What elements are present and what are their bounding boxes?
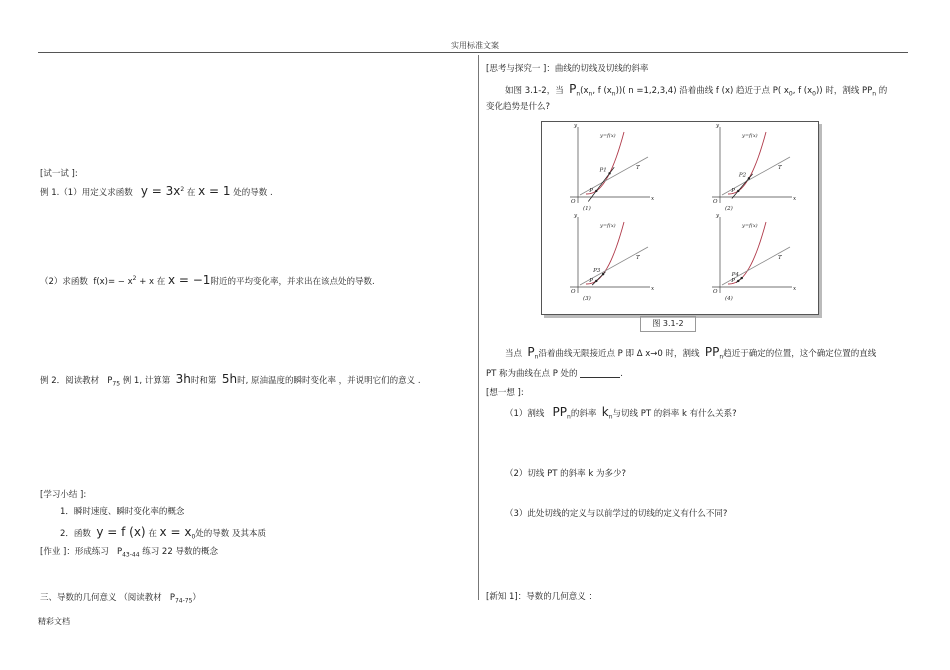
homework-suffix: 练习 22 导数的概念 bbox=[142, 547, 218, 557]
think2-heading: [想一想 ]: bbox=[486, 388, 524, 398]
q1-c: 与切线 PT 的斜率 k 有什么关系? bbox=[612, 409, 737, 419]
para1-pn: P bbox=[569, 82, 577, 96]
point-p-label-4: P bbox=[731, 277, 735, 284]
summary-item-2-label: 2．函数 bbox=[60, 529, 91, 539]
summary-suffix: 处的导数 及其本质 bbox=[195, 529, 266, 539]
para2-line2-b: . bbox=[620, 369, 623, 379]
para2-a: 当点 bbox=[505, 349, 523, 359]
homework-prefix: [作业 ]：形成练习 bbox=[40, 547, 109, 557]
tangent-blank bbox=[580, 369, 620, 378]
page-footer: 精彩文档 bbox=[38, 617, 70, 626]
para2-ppn: PP bbox=[704, 345, 720, 359]
section3-prefix: 三、导数的几何意义 （阅读教材 bbox=[40, 593, 162, 603]
point-p-1 bbox=[595, 190, 597, 192]
para2-n-sub: n bbox=[534, 353, 539, 361]
q1-b: 的斜率 bbox=[570, 409, 597, 419]
y-axis-label-2: y bbox=[716, 123, 720, 129]
point-pn-label-3: P3 bbox=[593, 268, 601, 275]
para2-line2-a: PT 称为曲线在点 P 处的 bbox=[486, 369, 578, 379]
q1-ppn: PP bbox=[552, 405, 568, 419]
q1-kn: k bbox=[601, 405, 609, 419]
figure-svg bbox=[542, 122, 818, 314]
tangent-label-4: T bbox=[778, 255, 782, 261]
summary-item-2 bbox=[60, 525, 266, 541]
summary-point-sub: 0 bbox=[191, 533, 196, 541]
panel-label-4: (4) bbox=[725, 296, 733, 302]
homework-ref-sub: 43-44 bbox=[122, 551, 140, 559]
new-knowledge-heading: [新知 1]：导数的几何意义 ： bbox=[486, 592, 597, 602]
point-p-label-3: P bbox=[589, 277, 593, 284]
ex1-mid: 在 bbox=[186, 188, 196, 198]
homework bbox=[40, 545, 218, 559]
curve-3 bbox=[586, 222, 624, 284]
homework-ref: P bbox=[116, 547, 123, 557]
ex2-mid1: 例 1, 计算第 bbox=[122, 376, 171, 386]
y-axis-label-3: y bbox=[574, 213, 578, 219]
point-pn-1 bbox=[608, 172, 610, 174]
figure-3-1-2 bbox=[541, 121, 819, 315]
page-header: 实用标准文案 bbox=[451, 41, 499, 50]
panel-label-2: (2) bbox=[725, 206, 733, 212]
para1-b: (x bbox=[580, 86, 589, 96]
para1-f: )) 时，割线 PP bbox=[815, 86, 873, 96]
summary-heading: [学习小结 ]: bbox=[40, 490, 87, 500]
curve-1 bbox=[586, 132, 624, 194]
ex1b-prefix: （2）求函数 bbox=[40, 277, 88, 287]
para1-n-sub-3: n bbox=[611, 90, 616, 98]
ex1-prefix: 例 1.（1）用定义求函数 bbox=[40, 188, 133, 198]
point-pn-3 bbox=[602, 273, 604, 275]
ex2-h1: 3h bbox=[175, 372, 191, 386]
question-3: （3）此处切线的定义与以前学过的切线的定义有什么不同? bbox=[505, 509, 728, 519]
ex1b-plus: + x 在 bbox=[139, 277, 166, 287]
x-axis-label-1: x bbox=[651, 196, 655, 202]
summary-func: y = f (x) bbox=[96, 525, 146, 539]
header-rule bbox=[38, 52, 908, 53]
para2-pn: P bbox=[527, 345, 535, 359]
para2-b: 沿着曲线无限接近点 P 即 Δ x→0 时，割线 bbox=[538, 349, 700, 359]
panel-label-1: (1) bbox=[583, 206, 591, 212]
curve-label-4: y=f(x) bbox=[742, 223, 758, 229]
ex2-prefix: 例 2．阅读教材 bbox=[40, 376, 100, 386]
ex1-point: x = 1 bbox=[198, 184, 231, 198]
figure-caption: 图 3.1-2 bbox=[640, 316, 696, 332]
para1-e: , f (x bbox=[792, 86, 813, 96]
x-axis-label-2: x bbox=[793, 196, 797, 202]
para1-d: ))( n =1,2,3,4) 沿着曲线 f (x) 趋近于点 P( x bbox=[615, 86, 789, 96]
q1-kn-sub: n bbox=[608, 413, 613, 421]
point-pn-label-1: P1 bbox=[599, 167, 607, 174]
ex1-exp: 2 bbox=[180, 186, 185, 194]
point-pn-label-4: P4 bbox=[731, 272, 739, 279]
ex1-func: y = 3x bbox=[140, 184, 181, 198]
point-p-2 bbox=[737, 190, 739, 192]
para1-0-sub-2: 0 bbox=[812, 90, 816, 98]
curve-label-1: y=f(x) bbox=[600, 133, 616, 139]
origin-label-2: O bbox=[713, 199, 718, 205]
ex2-ref: P bbox=[107, 376, 113, 386]
question-1 bbox=[505, 405, 737, 421]
origin-label-4: O bbox=[713, 289, 718, 295]
para1-n-sub: n bbox=[576, 90, 581, 98]
example-1b bbox=[40, 273, 375, 287]
tangent-label-3: T bbox=[636, 255, 640, 261]
point-p-4 bbox=[737, 280, 739, 282]
summary-mid: 在 bbox=[148, 529, 157, 539]
curve-2 bbox=[728, 132, 766, 194]
para1-g: 的 bbox=[878, 86, 888, 96]
example-2 bbox=[40, 372, 421, 388]
para-1 bbox=[505, 82, 887, 98]
q1-ppn-sub: n bbox=[567, 413, 571, 421]
para1-0-sub: 0 bbox=[788, 90, 793, 98]
point-p-3 bbox=[595, 280, 597, 282]
para1-c: , f (x bbox=[592, 86, 612, 96]
section3-ref-sub: 74-75 bbox=[174, 597, 193, 605]
example-1 bbox=[40, 184, 273, 198]
section3-suffix: ） bbox=[192, 593, 201, 603]
para-2-line-2 bbox=[486, 367, 623, 379]
summary-item-1: 1．瞬时速度、瞬时变化率的概念 bbox=[60, 507, 185, 517]
curve-label-3: y=f(x) bbox=[600, 223, 616, 229]
ex2-h2: 5h bbox=[221, 372, 238, 386]
ex1b-point: x = −1 bbox=[167, 273, 211, 287]
summary-point: x = x bbox=[159, 525, 192, 539]
q1-a: （1）割线 bbox=[505, 409, 545, 419]
ex1b-func: f(x)= − x bbox=[93, 277, 133, 287]
panel-label-3: (3) bbox=[583, 296, 591, 302]
para1-a: 如图 3.1-2，当 bbox=[505, 86, 564, 96]
section3-ref: P bbox=[169, 593, 175, 603]
ex2-suffix: 时, 原油温度的瞬时变化率 ，并说明它们的意义 . bbox=[237, 376, 421, 386]
point-pn-label-2: P2 bbox=[738, 172, 747, 179]
origin-label-3: O bbox=[571, 289, 576, 295]
origin-label-1: O bbox=[571, 199, 576, 205]
x-axis-label-4: x bbox=[793, 286, 797, 292]
point-pn-4 bbox=[740, 277, 742, 279]
para2-ppn-sub: n bbox=[719, 353, 724, 361]
ex1b-exp: 2 bbox=[132, 275, 137, 283]
section-3-heading bbox=[40, 591, 201, 605]
point-p-label-2: P bbox=[731, 187, 735, 194]
para1-n-sub-2: n bbox=[588, 90, 593, 98]
ex2-mid2: 时和第 bbox=[190, 376, 217, 386]
ex2-ref-sub: 75 bbox=[112, 380, 121, 388]
curve-label-2: y=f(x) bbox=[742, 133, 758, 139]
question-2: （2）切线 PT 的斜率 k 为多少? bbox=[505, 469, 626, 479]
y-axis-label-4: y bbox=[716, 213, 720, 219]
para2-c: 趋近于确定的位置，这个确定位置的直线 bbox=[723, 349, 877, 359]
tangent-label-2: T bbox=[778, 165, 782, 171]
think-heading: [思考与探究一 ]：曲线的切线及切线的斜率 bbox=[486, 64, 649, 74]
para-2 bbox=[505, 345, 876, 361]
ex1b-suffix: 附近的平均变化率，并求出在该点处的导数. bbox=[210, 277, 375, 287]
point-pn-2 bbox=[748, 177, 750, 179]
para1-n-sub-4: n bbox=[872, 90, 877, 98]
y-axis-label-1: y bbox=[574, 123, 578, 129]
para-1-line-2: 变化趋势是什么? bbox=[486, 102, 551, 112]
tangent-label-1: T bbox=[636, 165, 640, 171]
ex1-suffix: 处的导数 . bbox=[233, 188, 273, 198]
point-p-label-1: P bbox=[589, 187, 593, 194]
column-divider bbox=[478, 55, 479, 600]
try-heading: [试一试 ]: bbox=[40, 169, 78, 179]
x-axis-label-3: x bbox=[651, 286, 655, 292]
